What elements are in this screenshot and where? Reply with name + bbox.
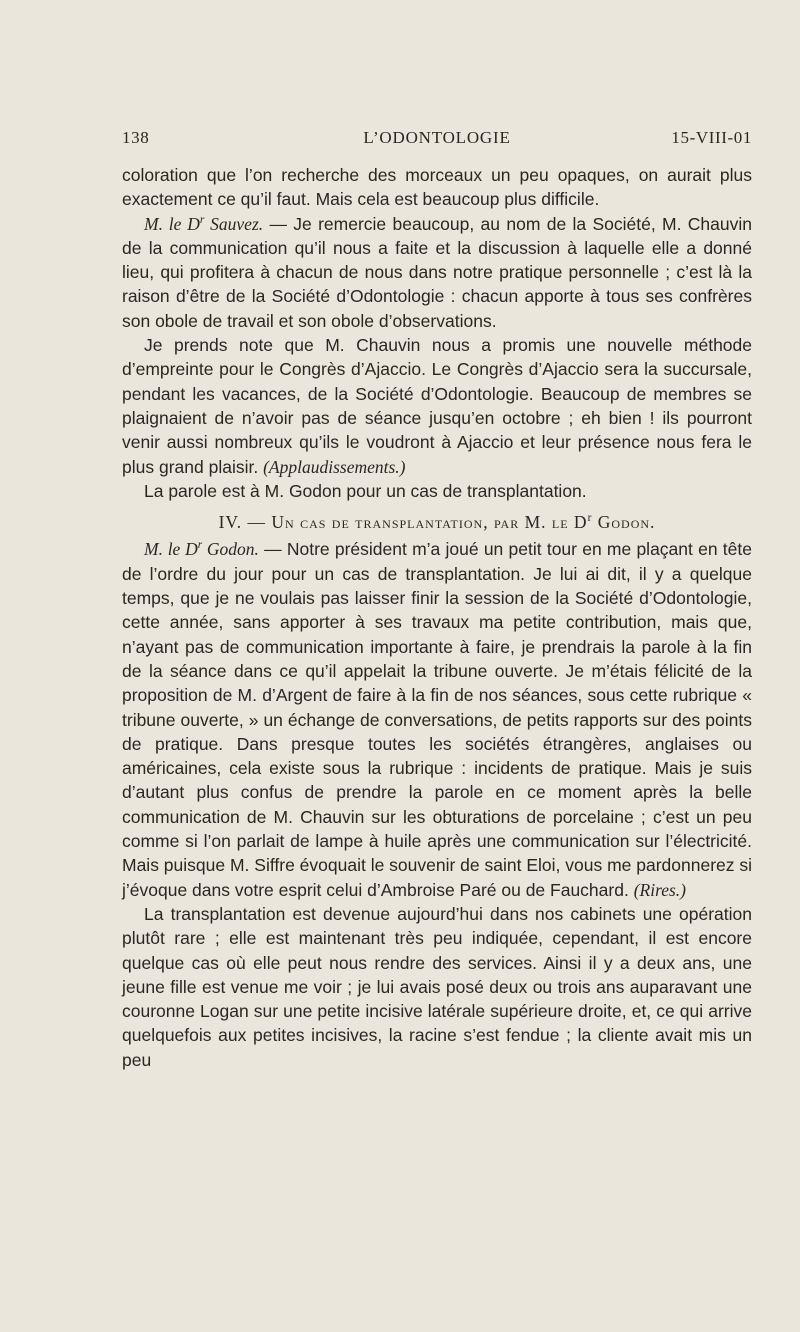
body-text [122, 163, 752, 1072]
laughter-note: (Rires.) [633, 879, 687, 900]
paragraph-godon [122, 537, 752, 901]
paragraph-text: Je prends note que M. Chauvin nous a promis une nouvelle méthode d’empreinte pour le Congrès d’Ajaccio. Le Congrès d’Ajaccio sera la succursale, pendant les vacances, de la Société d’Odontologie. Beaucoup de membres se plaignaient de n’avoir pas de séance jusqu’en octobre ; eh bien ! ils pourront venir aussi nombreux qu’ils le voudront à Ajaccio et leur présence nous fera le plus grand plaisir. [122, 335, 752, 477]
paragraph-sauvez [122, 212, 752, 333]
paragraph-transplantation: La transplantation est devenue aujourd’hui dans nos cabinets une opération plutôt rare ; elle est maintenant très peu indiquée, cependant, il est encore quelque cas où elle peut nous rendre des services. Ainsi il y a deux ans, une jeune fille est venue me voir ; je lui avais posé deux ou trois ans auparavant une couronne Logan sur une petite incisive latérale supérieure droite, et, ce qui arrive quelquefois aux petites incisives, la racine s’est fendue ; la cliente avait mis un peu [122, 903, 752, 1070]
section-heading: IV. — Un cas de transplantation, par M. le $D^r$ Godon. [218, 512, 656, 533]
applause-note: (Applaudissements.) [263, 456, 406, 477]
page-number: 138 [122, 128, 150, 147]
speaker-name: M. le $D^r$ Sauvez. [144, 213, 264, 234]
journal-title: L’ODONTOLOGIE [363, 128, 511, 147]
paragraph-parole: La parole est à M. Godon pour un cas de transplantation. [144, 480, 587, 501]
paragraph-text: — Notre président m’a joué un petit tour en me plaçant en tête de l’ordre du jour pour un cas de transplantation. Je lui ai dit, il y a quelque temps, que je ne voulais pas laisser finir la session de la Société d’Odontologie, cette année, sans apporter à ses travaux ma petite contribution, mais que, n’ayant pas de communication importante à faire, je prendrais la parole à la fin de la séance dans ce qu’il appelait la tribune ouverte. Je m’étais félicité de la proposition de M. d’Argent de faire à la fin de nos séances, sous cette rubrique « tribune ouverte, » un échange de conversations, de petits rapports sur des points de pratique. Dans presque toutes les sociétés étrangères, anglaises ou américaines, cela existe sous la rubrique : incidents de pratique. Mais je suis d’autant plus confus de prendre la parole en ce moment après la belle communication de M. Chauvin sur les obturations de porcelaine ; c’est un peu comme si l’on parlait de lampe à huile après une communication sur l’électricité. Mais puisque M. Siffre évoquait le souvenir de saint Eloi, vous me pardonnerez si j’évoque dans votre esprit celui d’Ambroise Paré ou de Fauchard. [122, 539, 753, 900]
paragraph-continuation: coloration que l’on recherche des morceaux un peu opaques, on aurait plus exactement ce qu’il faut. Mais cela est beaucoup plus difficile. [122, 165, 752, 210]
speaker-name: M. le $D^r$ Godon. [144, 539, 259, 560]
paragraph-text: — Je remercie beaucoup, au nom de la Société, M. Chauvin de la communication qu’il nous a faite et la discussion à laquelle elle a donné lieu, qui profitera à chacun de nous dans notre pratique personnelle ; c’est là la raison d’être de la Société d’Odontologie : chacun apporte à tous ses confrères son obole de travail et son obole d’observations. [122, 213, 752, 331]
paragraph-ajaccio [122, 333, 752, 479]
issue-date: 15-VIII-01 [671, 128, 752, 147]
